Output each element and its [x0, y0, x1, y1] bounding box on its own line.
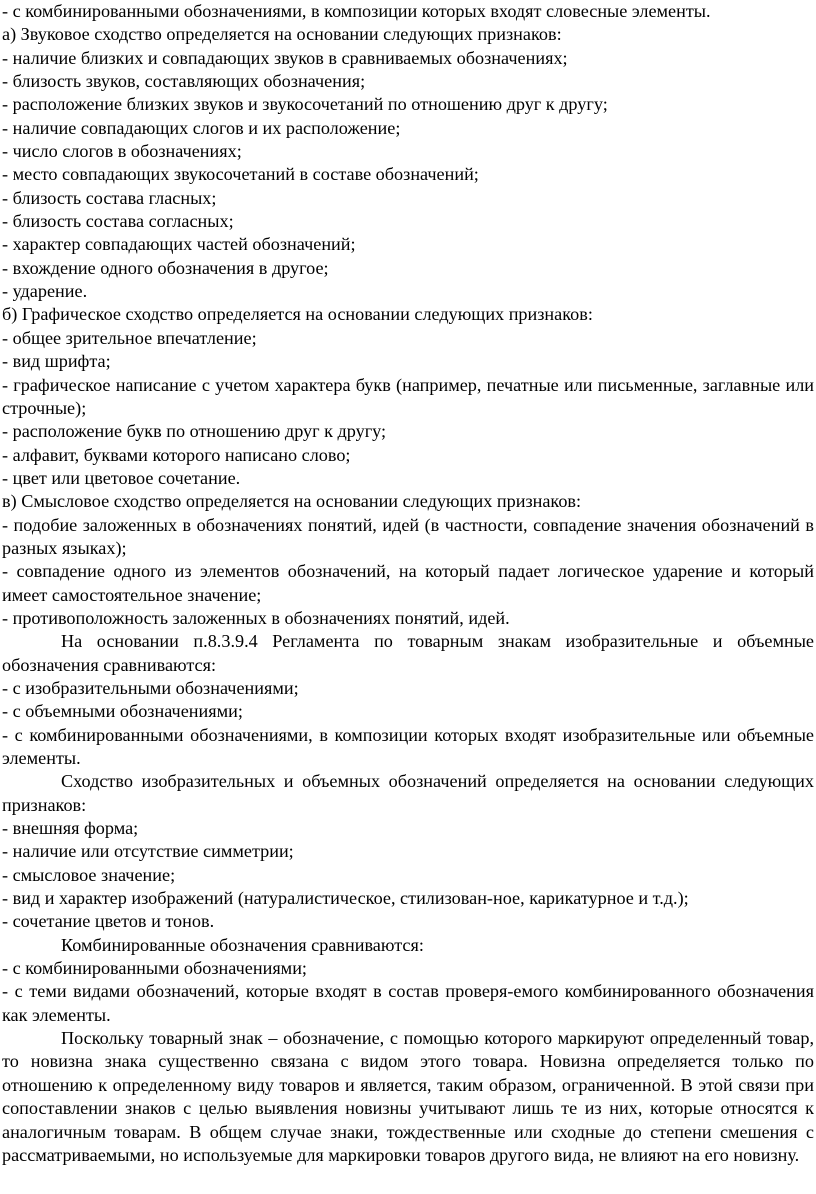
body-paragraph: Комбинированные обозначения сравниваются:: [61, 934, 424, 955]
list-line: - вид и характер изображений (натуралистическое, стилизован-ное, карикатурное и т.д.);: [2, 888, 689, 909]
list-line: - совпадение одного из элементов обозначений, на который падает логическое ударение и который имеет самостоятельное значение;: [2, 561, 814, 605]
list-line: - с комбинированными обозначениями, в композиции которых входят изобразительные или объемные элементы.: [2, 724, 814, 768]
list-line: - характер совпадающих частей обозначений;: [2, 234, 356, 255]
list-line: - подобие заложенных в обозначениях понятий, идей (в частности, совпадение значения обозначений в разных языках);: [2, 514, 814, 558]
body-paragraph: Поскольку товарный знак – обозначение, с помощью которого маркируют определенный товар, то новизна знака существенно связана с видом этого товара. Новизна определяется только по отношению к определенному виду товаров и является, таким образом, ограниченной. В этой связи при сопоставлении знаков с целью выявления новизны учитывают лишь те из них, которые относятся к аналогичным товарам. В общем случае знаки, тождественные или сходные до степени смешения с рассматриваемыми, но используемые для маркировки товаров другого вида, не влияют на его новизну.: [2, 1028, 814, 1165]
body-paragraph: На основании п.8.3.9.4 Регламента по товарным знакам изобразительные и объемные обозначения сравниваются:: [2, 631, 814, 675]
list-line: - близость звуков, составляющих обозначения;: [2, 71, 366, 92]
list-line: - число слогов в обозначениях;: [2, 141, 242, 162]
list-line: - противоположность заложенных в обозначениях понятий, идей.: [2, 607, 510, 628]
list-line: - ударение.: [2, 281, 88, 302]
list-line: - близость состава гласных;: [2, 187, 217, 208]
list-line: - общее зрительное впечатление;: [2, 327, 257, 348]
list-line: б) Графическое сходство определяется на основании следующих признаков:: [2, 304, 593, 325]
list-line: - внешняя форма;: [2, 818, 139, 839]
list-line: - с комбинированными обозначениями, в композиции которых входят словесные элементы.: [2, 1, 711, 21]
list-line: - графическое написание с учетом характера букв (например, печатные или письменные, заглавные или строчные);: [2, 374, 814, 418]
list-line: - с объемными обозначениями;: [2, 701, 243, 722]
list-line: - с теми видами обозначений, которые входят в состав проверя-емого комбинированного обозначения как элементы.: [2, 981, 814, 1025]
list-line: - место совпадающих звукосочетаний в составе обозначений;: [2, 164, 479, 185]
list-line: - наличие или отсутствие симметрии;: [2, 841, 294, 862]
list-line: - наличие совпадающих слогов и их расположение;: [2, 117, 401, 138]
body-paragraph: Сходство изобразительных и объемных обозначений определяется на основании следующих признаков:: [2, 771, 814, 815]
list-line: - близость состава согласных;: [2, 211, 234, 232]
list-line: в) Смысловое сходство определяется на основании следующих признаков:: [2, 491, 582, 512]
list-line: - с изобразительными обозначениями;: [2, 677, 299, 698]
list-line: - расположение близких звуков и звукосочетаний по отношению друг к другу;: [2, 94, 608, 115]
list-line: а) Звуковое сходство определяется на основании следующих признаков:: [2, 24, 562, 45]
list-line: - вид шрифта;: [2, 351, 111, 372]
list-line: - цвет или цветовое сочетание.: [2, 467, 241, 488]
list-line: - с комбинированными обозначениями;: [2, 958, 307, 979]
list-line: - вхождение одного обозначения в другое;: [2, 257, 329, 278]
list-line: - наличие близких и совпадающих звуков в сравниваемых обозначениях;: [2, 47, 568, 68]
list-line: - алфавит, буквами которого написано слово;: [2, 444, 351, 465]
document-body: [2, 0, 814, 1167]
list-line: - смысловое значение;: [2, 864, 176, 885]
list-line: - расположение букв по отношению друг к другу;: [2, 421, 387, 442]
list-line: - сочетание цветов и тонов.: [2, 911, 215, 932]
